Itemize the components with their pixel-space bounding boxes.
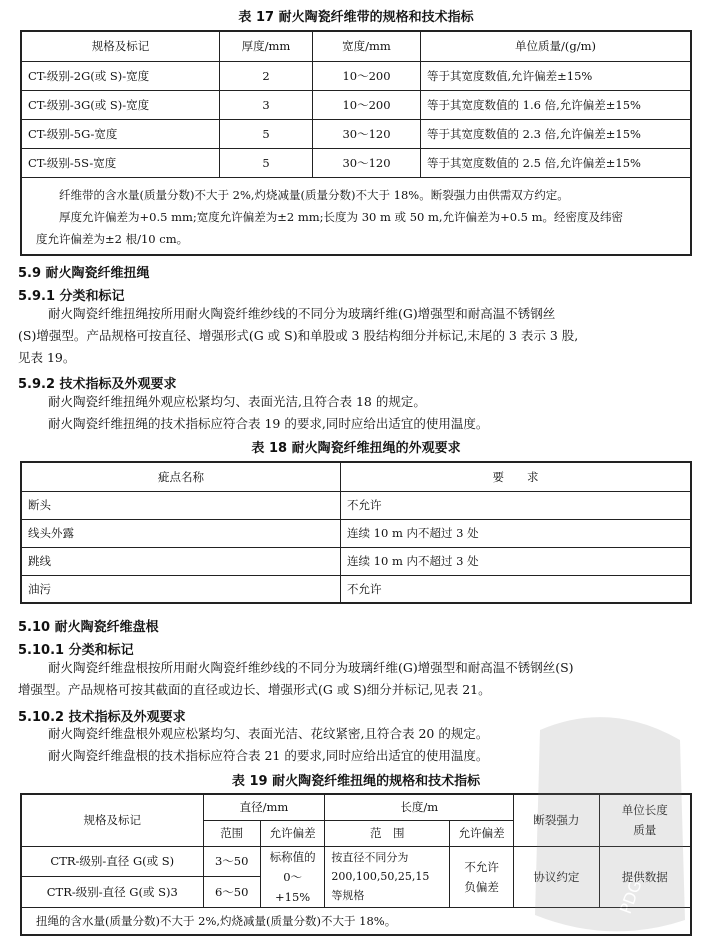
- table-note-line: 度允许偏差为±2 根/10 cm。: [36, 231, 189, 246]
- table19: [20, 793, 692, 936]
- table-row: [21, 575, 691, 603]
- paragraph: [18, 303, 698, 369]
- table-note-row: [21, 907, 691, 935]
- table-cell: 提供数据: [599, 846, 691, 907]
- table-row: [21, 846, 691, 877]
- paragraph-line: 见表 19。: [18, 350, 76, 365]
- subsection-heading: 5.9.2 技术指标及外观要求: [18, 377, 177, 392]
- table-header-cell: 允许偏差: [450, 820, 514, 846]
- table-cell: 线头外露: [21, 519, 341, 547]
- table-cell: 5: [220, 148, 313, 177]
- table-header-cell: 长度/m: [325, 794, 514, 820]
- table18-caption: 表 18 耐火陶瓷纤维扭绳的外观要求: [251, 441, 461, 456]
- table-cell-line: 200,100,50,25,15: [331, 870, 430, 883]
- paragraph: [18, 723, 698, 767]
- paragraph-line: 耐火陶瓷纤维盘根按所用耐火陶瓷纤维纱线的不同分为玻璃纤维(G)增强型和耐高温不锈钢丝(S): [48, 660, 574, 675]
- table-header-cell: 厚度/mm: [220, 31, 313, 61]
- table-cell: 不允许: [341, 575, 692, 603]
- subsection-heading: 5.10.2 技术指标及外观要求: [18, 710, 186, 725]
- table-row: [21, 547, 691, 575]
- table-cell-line: 等规格: [331, 889, 365, 902]
- watermark-text: PDG: [615, 877, 646, 917]
- table-header-cell: 直径/mm: [203, 794, 325, 820]
- table-cell: 3: [220, 90, 313, 119]
- table-cell: CT-级别-2G(或 S)-宽度: [21, 61, 220, 90]
- table-note: 扭绳的含水量(质量分数)不大于 2%,灼烧减量(质量分数)不大于 18%。: [21, 907, 691, 935]
- table-header-cell: 要 求: [341, 462, 692, 491]
- table-row: [21, 61, 691, 90]
- section-heading: 5.9 耐火陶瓷纤维扭绳: [18, 266, 150, 281]
- table-cell: 等于其宽度数值的 1.6 倍,允许偏差±15%: [421, 90, 692, 119]
- table-note-line: 纤维带的含水量(质量分数)不大于 2%,灼烧减量(质量分数)不大于 18%。断裂强力由供需双方约定。: [59, 187, 569, 202]
- table-cell: 连续 10 m 内不超过 3 处: [341, 519, 692, 547]
- paragraph: [18, 657, 698, 701]
- table-header-cell: 规格及标记: [21, 794, 203, 846]
- table-header-cell: 范 围: [325, 820, 450, 846]
- table-header-row: [21, 31, 691, 61]
- section-heading: 5.10 耐火陶瓷纤维盘根: [18, 620, 159, 635]
- table-cell: CTR-级别-直径 G(或 S)3: [21, 877, 203, 908]
- table-cell: 等于其宽度数值的 2.3 倍,允许偏差±15%: [421, 119, 692, 148]
- table-header-cell: 范围: [203, 820, 260, 846]
- table-header-line: 单位长度: [621, 803, 668, 818]
- table-cell: CTR-级别-直径 G(或 S): [21, 846, 203, 877]
- table-cell-line: 不允许: [464, 859, 499, 874]
- table-cell: 连续 10 m 内不超过 3 处: [341, 547, 692, 575]
- table-header-cell: 断裂强力: [514, 794, 600, 846]
- table-cell-line: 0～+15%: [275, 869, 311, 904]
- table-cell-line: 负偏差: [464, 879, 499, 894]
- table17-caption: 表 17 耐火陶瓷纤维带的规格和技术指标: [238, 10, 474, 25]
- table-row: [21, 519, 691, 547]
- table-cell: 跳线: [21, 547, 341, 575]
- table-header-row: [21, 462, 691, 491]
- table-cell: 10～200: [313, 61, 421, 90]
- table-header-cell: 疵点名称: [21, 462, 341, 491]
- table-cell: 6～50: [203, 877, 260, 908]
- table-row: [21, 90, 691, 119]
- paragraph-line: 耐火陶瓷纤维盘根外观应松紧均匀、表面光洁、花纹紧密,且符合表 20 的规定。: [48, 726, 489, 741]
- paragraph-line: 耐火陶瓷纤维扭绳的技术指标应符合表 19 的要求,同时应给出适宜的使用温度。: [48, 416, 489, 431]
- table17: [20, 30, 692, 256]
- subsection-heading: 5.10.1 分类和标记: [18, 643, 134, 658]
- table-cell: CT-级别-5G-宽度: [21, 119, 220, 148]
- paragraph-line: 增强型。产品规格可按其截面的直径或边长、增强形式(G 或 S)细分并标记,见表 21。: [18, 682, 491, 697]
- table18: [20, 461, 692, 604]
- table-cell: [450, 846, 514, 907]
- table-header-cell: [599, 794, 691, 846]
- table-note: [21, 177, 691, 255]
- table-cell: [260, 846, 325, 907]
- table-cell: 油污: [21, 575, 341, 603]
- paragraph-line: 耐火陶瓷纤维盘根的技术指标应符合表 21 的要求,同时应给出适宜的使用温度。: [48, 748, 489, 763]
- table-header-cell: 规格及标记: [21, 31, 220, 61]
- table-cell: 等于其宽度数值的 2.5 倍,允许偏差±15%: [421, 148, 692, 177]
- table-cell: 10～200: [313, 90, 421, 119]
- table-header-row: [21, 794, 691, 820]
- table-note-row: [21, 177, 691, 255]
- table-header-cell: 允许偏差: [260, 820, 325, 846]
- table-cell: 5: [220, 119, 313, 148]
- table-cell: CT-级别-5S-宽度: [21, 148, 220, 177]
- paragraph-line: (S)增强型。产品规格可按直径、增强形式(G 或 S)和单股或 3 股结构细分并标记,末尾的 3 表示 3 股,: [18, 328, 579, 343]
- table-header-cell: 单位质量/(g/m): [421, 31, 692, 61]
- table-cell: 不允许: [341, 491, 692, 519]
- table-cell: 30～120: [313, 148, 421, 177]
- table-cell: [325, 846, 450, 907]
- table-cell: 2: [220, 61, 313, 90]
- paragraph: [18, 391, 698, 435]
- table19-caption: 表 19 耐火陶瓷纤维扭绳的规格和技术指标: [231, 774, 481, 789]
- table-cell-line: 标称值的: [269, 849, 316, 864]
- paragraph-line: 耐火陶瓷纤维扭绳按所用耐火陶瓷纤维纱线的不同分为玻璃纤维(G)增强型和耐高温不锈钢丝: [48, 306, 556, 321]
- table-cell: 协议约定: [514, 846, 600, 907]
- table-note-line: 厚度允许偏差为+0.5 mm;宽度允许偏差为±2 mm;长度为 30 m 或 50 m,允许偏差为+0.5 m。经密度及纬密: [59, 209, 624, 224]
- table-header-cell: 宽度/mm: [313, 31, 421, 61]
- subsection-heading: 5.9.1 分类和标记: [18, 289, 125, 304]
- table-cell: 30～120: [313, 119, 421, 148]
- table-cell-line: 按直径不同分为: [331, 851, 409, 864]
- table-cell: 等于其宽度数值,允许偏差±15%: [421, 61, 692, 90]
- table-row: [21, 148, 691, 177]
- table-row: [21, 119, 691, 148]
- table-header-line: 质量: [633, 823, 657, 838]
- table-cell: CT-级别-3G(或 S)-宽度: [21, 90, 220, 119]
- paragraph-line: 耐火陶瓷纤维扭绳外观应松紧均匀、表面光洁,且符合表 18 的规定。: [48, 394, 426, 409]
- table-row: [21, 491, 691, 519]
- table-cell: 断头: [21, 491, 341, 519]
- table-cell: 3～50: [203, 846, 260, 877]
